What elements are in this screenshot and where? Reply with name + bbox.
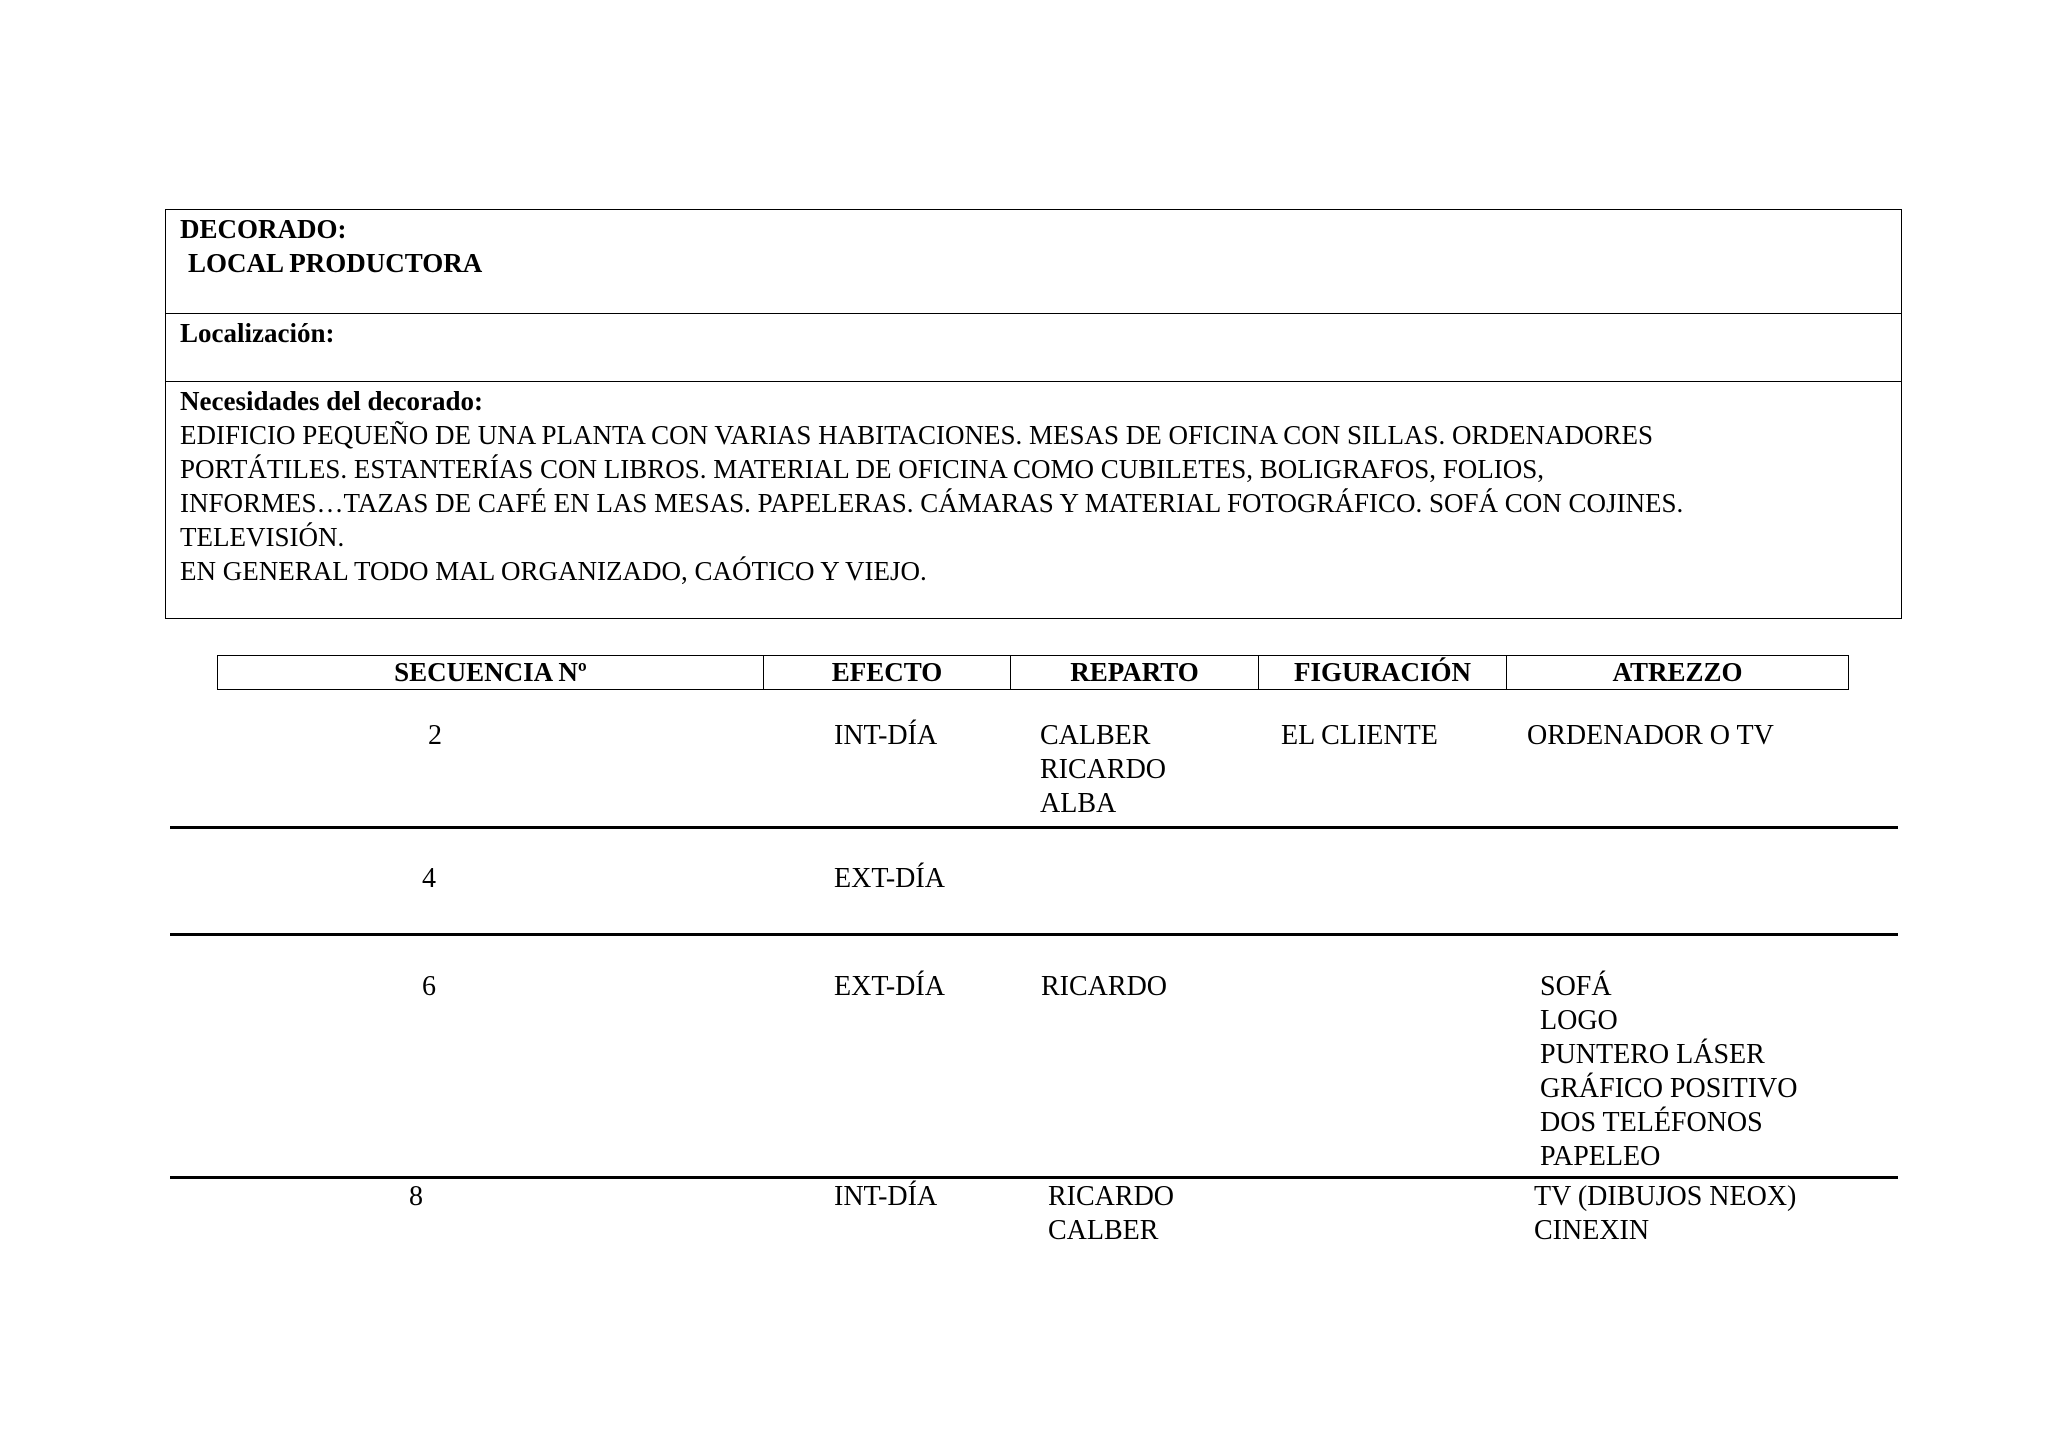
row-4-atrezzo: TV (DIBUJOS NEOX) CINEXIN xyxy=(1534,1181,1797,1246)
decorado-label: DECORADO: xyxy=(180,214,347,244)
necesidades-label: Necesidades del decorado: xyxy=(180,386,483,416)
row-divider xyxy=(170,1176,1898,1179)
row-2-secuencia: 4 xyxy=(422,863,436,894)
decorado-section xyxy=(166,210,1901,314)
header-secuencia: SECUENCIA Nº xyxy=(218,656,764,689)
row-divider xyxy=(170,826,1898,829)
decorado-info-box xyxy=(165,209,1902,619)
localizacion-section xyxy=(166,314,1901,382)
localizacion-label: Localización: xyxy=(180,318,335,348)
row-3-reparto: RICARDO xyxy=(1041,971,1168,1002)
row-4-efecto: INT-DÍA xyxy=(834,1181,938,1212)
header-efecto: EFECTO xyxy=(764,656,1011,689)
necesidades-text: EDIFICIO PEQUEÑO DE UNA PLANTA CON VARIAS HABITACIONES. MESAS DE OFICINA CON SILLAS. ORDENADORES PORTÁTILES. ESTANTERÍAS CON LIBROS. MATERIAL DE OFICINA COMO CUBILETES, BOLIGRAFOS, FOLIOS, INFORMES…TAZAS DE CAFÉ EN LAS MESAS. PAPELERAS. CÁMARAS Y MATERIAL FOTOGRÁFICO. SOFÁ CON COJINES. TELEVISIÓN. EN GENERAL TODO MAL ORGANIZADO, CAÓTICO Y VIEJO. xyxy=(180,420,1684,586)
row-1-efecto: INT-DÍA xyxy=(834,720,938,751)
necesidades-section xyxy=(166,382,1901,618)
sequence-table-header xyxy=(217,655,1849,690)
row-1-atrezzo: ORDENADOR O TV xyxy=(1527,720,1774,751)
decorado-value: LOCAL PRODUCTORA xyxy=(188,248,483,278)
header-atrezzo: ATREZZO xyxy=(1612,657,1743,687)
row-1-secuencia: 2 xyxy=(428,720,442,751)
header-figuracion: FIGURACIÓN xyxy=(1259,656,1507,689)
row-4-secuencia: 8 xyxy=(409,1181,423,1212)
header-reparto: REPARTO xyxy=(1011,656,1259,689)
row-3-secuencia: 6 xyxy=(422,971,436,1002)
row-3-atrezzo: SOFÁ LOGO PUNTERO LÁSER GRÁFICO POSITIVO DOS TELÉFONOS PAPELEO xyxy=(1540,971,1798,1172)
row-4-reparto: RICARDO CALBER xyxy=(1048,1181,1175,1246)
row-1-figuracion: EL CLIENTE xyxy=(1281,720,1438,751)
row-1-reparto: CALBER RICARDO ALBA xyxy=(1040,720,1167,819)
row-3-efecto: EXT-DÍA xyxy=(834,971,945,1002)
row-divider xyxy=(170,933,1898,936)
row-2-efecto: EXT-DÍA xyxy=(834,863,945,894)
